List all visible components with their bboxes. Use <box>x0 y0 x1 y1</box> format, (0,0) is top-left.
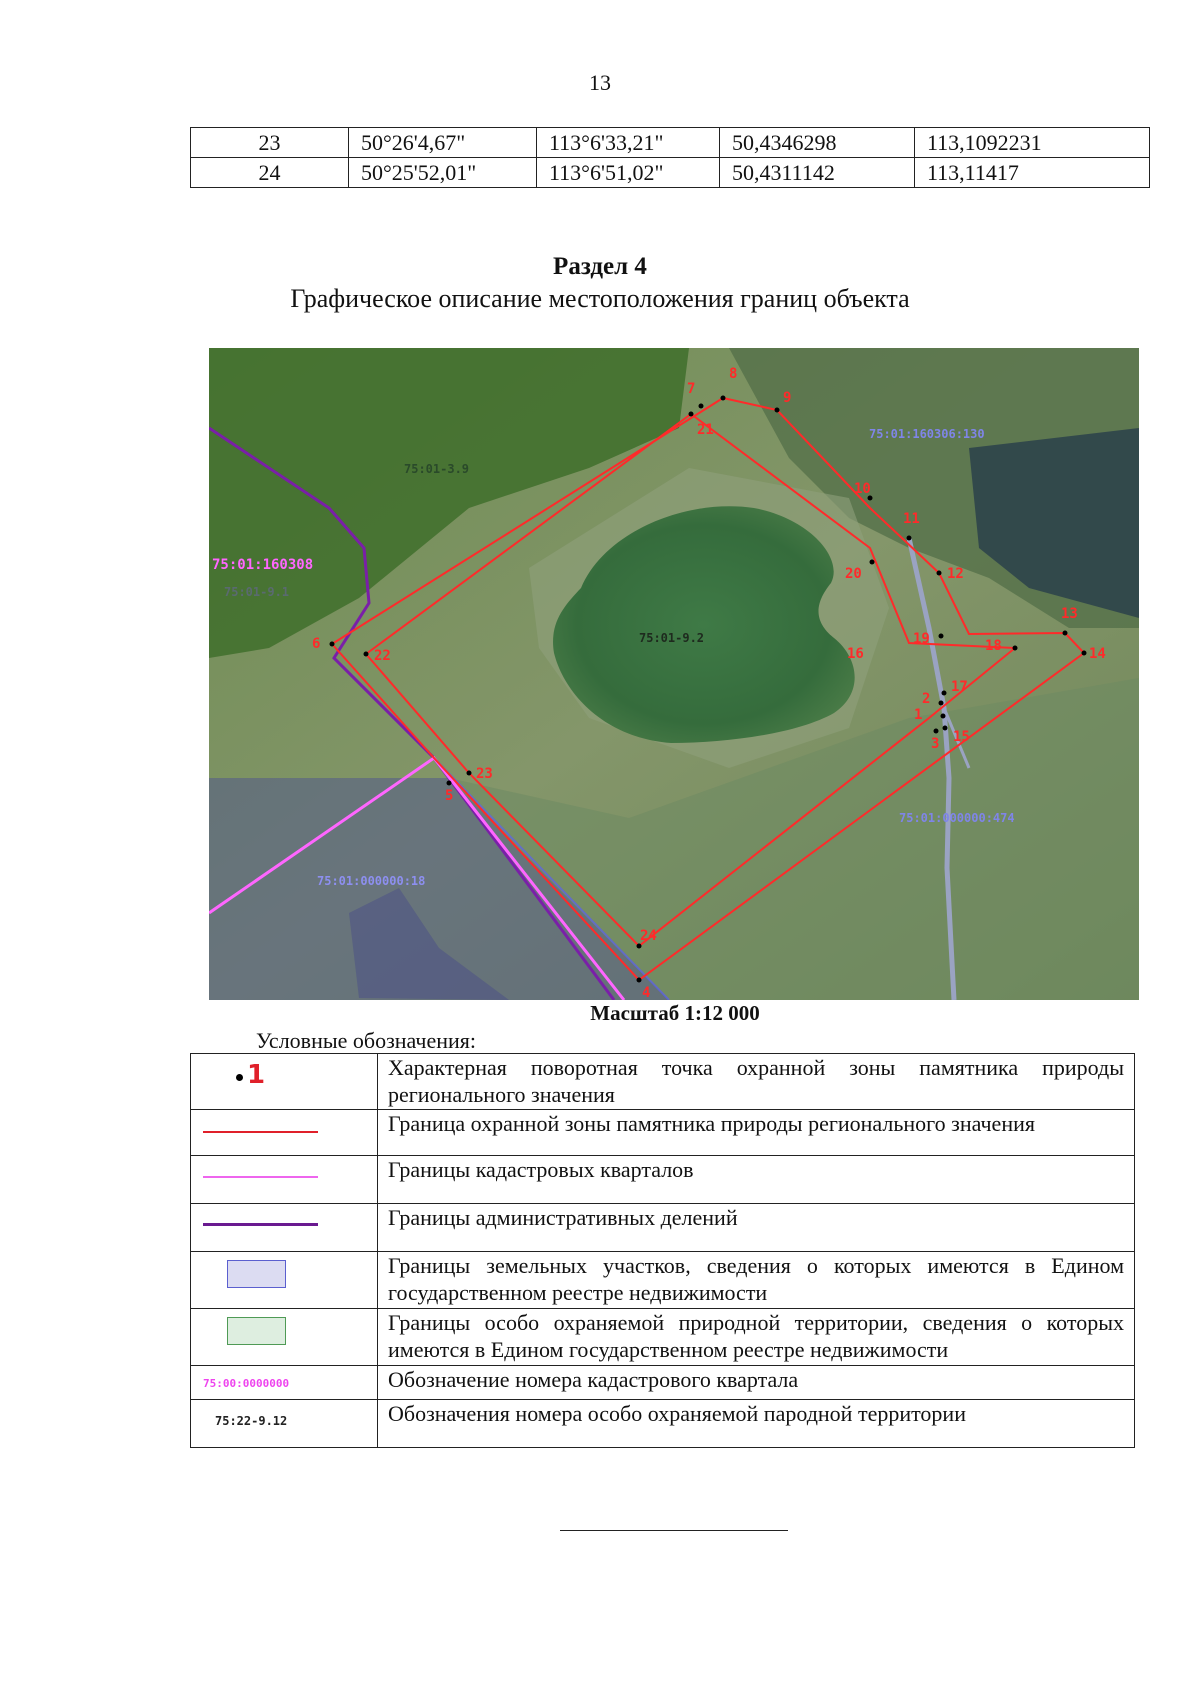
table-cell: 23 <box>191 128 349 158</box>
table-cell: 113,11417 <box>915 158 1150 188</box>
legend-description: Границы особо охраняемой природной территории, сведения о которых имеются в Едином государственном реестре недвижимости <box>378 1309 1135 1366</box>
point-label: 4 <box>642 985 651 1000</box>
point-label: 1 <box>914 707 923 723</box>
oopt-code-sample: 75:22-9.12 <box>215 1414 288 1428</box>
cadastral-quarter-label: 75:01:160306:130 <box>869 427 985 441</box>
legend-description: Обозначения номера особо охраняемой пародной территории <box>378 1400 1135 1448</box>
point-21 <box>689 412 694 417</box>
legend-symbol <box>191 1366 378 1400</box>
point-15 <box>943 726 948 731</box>
red-line-icon <box>203 1131 318 1133</box>
page-number: 13 <box>589 70 611 95</box>
purple-line-icon <box>203 1223 318 1226</box>
legend-symbol <box>191 1252 378 1309</box>
point-label: 19 <box>913 631 930 647</box>
point-8 <box>721 396 726 401</box>
point-label: 10 <box>854 481 871 497</box>
legend-row <box>191 1204 1135 1252</box>
table-cell: 24 <box>191 158 349 188</box>
point-23 <box>467 771 472 776</box>
land-plot-icon <box>227 1260 286 1288</box>
point-4 <box>637 978 642 983</box>
point-2 <box>939 701 944 706</box>
legend-symbol <box>191 1110 378 1156</box>
legend-row <box>191 1156 1135 1204</box>
point-label: 13 <box>1061 606 1078 622</box>
legend-description: Обозначение номера кадастрового квартала <box>378 1366 1135 1400</box>
point-9 <box>775 408 780 413</box>
point-11 <box>907 536 912 541</box>
section-title: Раздел 4 <box>553 253 647 280</box>
table-cell: 50,4346298 <box>720 128 915 158</box>
table-row <box>191 128 1150 158</box>
point-label: 20 <box>845 566 862 582</box>
coordinates-table <box>190 127 1150 188</box>
table-cell: 113°6'33,21" <box>537 128 720 158</box>
point-22 <box>364 652 369 657</box>
point-18 <box>1013 646 1018 651</box>
point-12 <box>937 571 942 576</box>
point-3 <box>934 729 939 734</box>
point-label: 23 <box>476 766 493 782</box>
oopt-label: 75:01-9.2 <box>639 631 705 645</box>
table-row <box>191 158 1150 188</box>
legend-description: Граница охранной зоны памятника природы регионального значения <box>378 1110 1135 1156</box>
point-label: 16 <box>847 646 864 662</box>
legend-symbol-number: 1 <box>247 1060 266 1090</box>
legend-row <box>191 1366 1135 1400</box>
point-label: 3 <box>931 736 940 752</box>
point-label: 14 <box>1089 646 1106 662</box>
table-cell: 113°6'51,02" <box>537 158 720 188</box>
point-20 <box>870 560 875 565</box>
legend-row <box>191 1054 1135 1110</box>
legend-description: Границы кадастровых кварталов <box>378 1156 1135 1204</box>
legend-description: Границы административных делений <box>378 1204 1135 1252</box>
legend-row <box>191 1252 1135 1309</box>
legend-symbol <box>191 1156 378 1204</box>
pink-line-icon <box>203 1176 318 1178</box>
point-label: 9 <box>783 390 792 406</box>
legend-description: Характерная поворотная точка охранной зоны памятника природы регионального значения <box>378 1054 1135 1110</box>
point-19 <box>939 634 944 639</box>
legend-description: Границы земельных участков, сведения о которых имеются в Едином государственном реестре недвижимости <box>378 1252 1135 1309</box>
legend-row <box>191 1309 1135 1366</box>
legend-table <box>190 1053 1135 1448</box>
point-label: 11 <box>903 511 920 527</box>
scale-caption: Масштаб 1:12 000 <box>590 1001 760 1025</box>
table-cell: 50,4311142 <box>720 158 915 188</box>
point-5 <box>447 781 452 786</box>
point-label: 24 <box>640 928 657 944</box>
point-label: 21 <box>697 422 714 438</box>
cadastral-quarter-label: 75:01:160308 <box>212 557 314 573</box>
point-17 <box>942 691 947 696</box>
point-label: 8 <box>729 366 738 382</box>
turning-point-icon <box>236 1074 243 1081</box>
table-cell: 50°25'52,01" <box>349 158 537 188</box>
legend-symbol <box>191 1309 378 1366</box>
table-cell: 113,1092231 <box>915 128 1150 158</box>
point-7 <box>699 404 704 409</box>
legend-title: Условные обозначения: <box>256 1028 477 1053</box>
point-label: 18 <box>985 638 1002 654</box>
point-24 <box>637 944 642 949</box>
legend-row <box>191 1400 1135 1448</box>
point-label: 5 <box>445 788 454 804</box>
table-cell: 50°26'4,67" <box>349 128 537 158</box>
point-label: 12 <box>947 566 964 582</box>
legend-row <box>191 1110 1135 1156</box>
point-1 <box>941 714 946 719</box>
parcel-label: 75:01:000000:474 <box>899 811 1015 825</box>
legend-symbol <box>191 1054 378 1110</box>
point-13 <box>1063 631 1068 636</box>
cadastral-code-sample: 75:00:0000000 <box>203 1377 290 1390</box>
legend-symbol <box>191 1204 378 1252</box>
section-subtitle: Графическое описание местоположения границ объекта <box>290 284 910 313</box>
oopt-label: 75:01-3.9 <box>404 462 470 476</box>
point-label: 17 <box>951 679 968 695</box>
parcel-label: 75:01:000000:18 <box>317 874 426 888</box>
footer-rule <box>560 1530 788 1531</box>
point-label: 15 <box>953 729 970 745</box>
oopt-label: 75:01-9.1 <box>224 585 290 599</box>
legend-symbol <box>191 1400 378 1448</box>
protected-area-icon <box>227 1317 286 1345</box>
point-label: 2 <box>922 691 931 707</box>
point-label: 7 <box>687 381 696 397</box>
point-label: 22 <box>374 648 391 664</box>
point-6 <box>330 642 335 647</box>
boundary-map <box>209 348 1139 1000</box>
point-14 <box>1082 651 1087 656</box>
point-label: 6 <box>312 636 321 652</box>
